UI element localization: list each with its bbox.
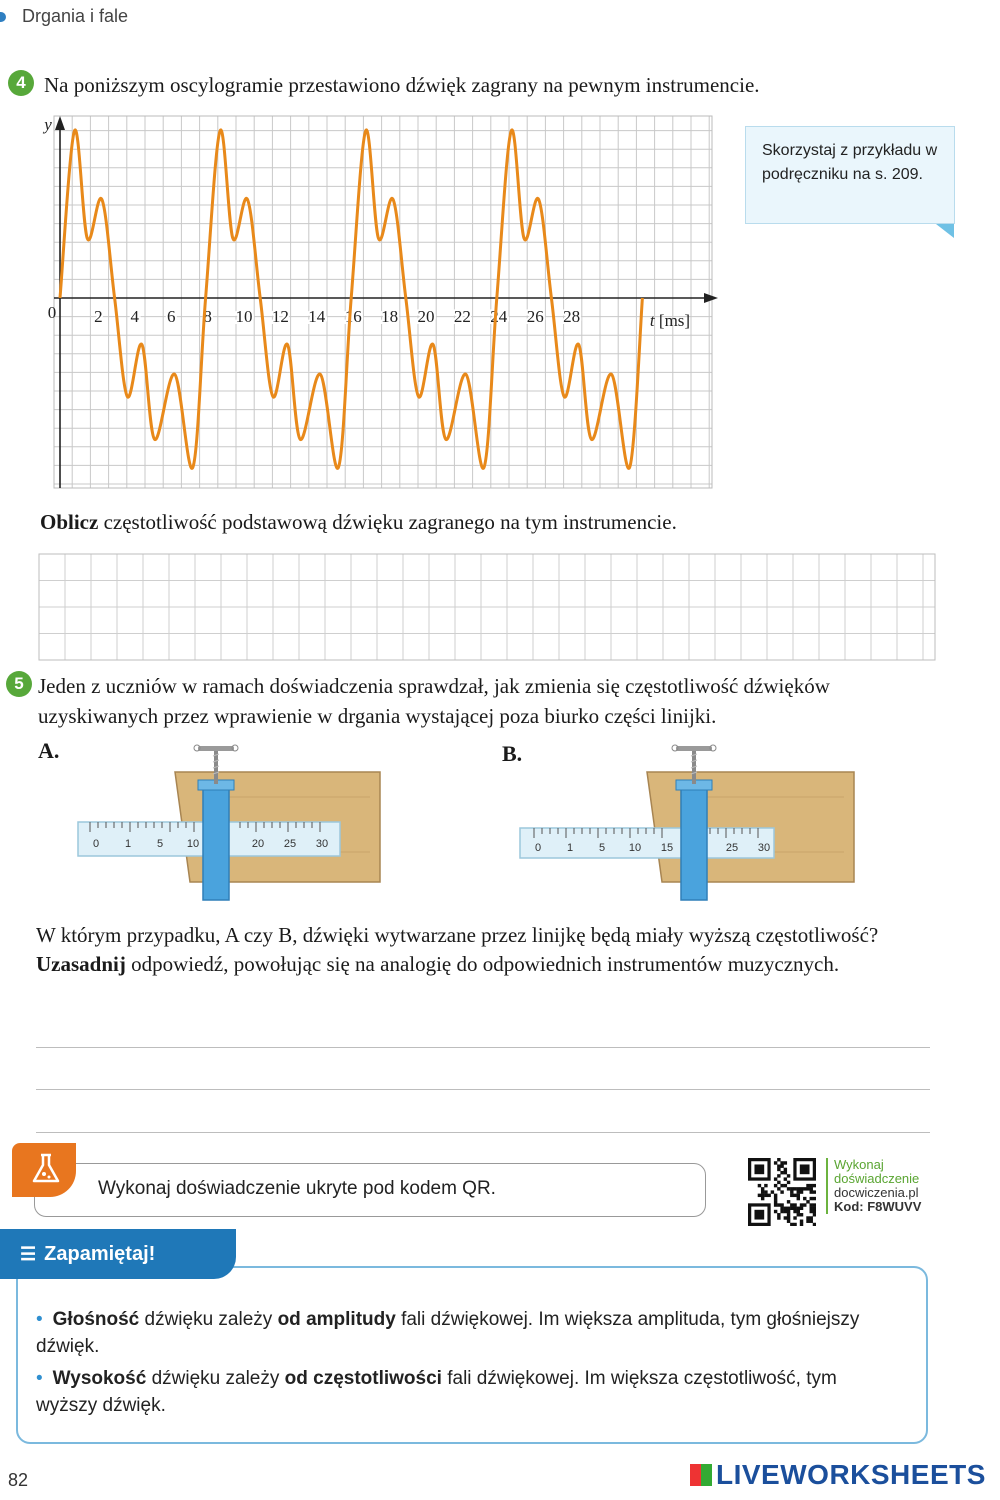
qr-module: [790, 1223, 793, 1226]
qr-module: [764, 1190, 767, 1193]
qr-module: [787, 1213, 790, 1216]
ruler-illustration-b: [512, 742, 862, 902]
qr-module: [777, 1164, 780, 1167]
y-axis-arrow: [55, 116, 65, 130]
qr-module: [793, 1216, 796, 1219]
x-tick-label: 22: [453, 307, 471, 326]
oscillogram-line: [60, 130, 642, 468]
qr-module: [761, 1194, 764, 1197]
y-axis-label: y: [44, 115, 52, 134]
qr-module: [803, 1187, 806, 1190]
qr-module: [780, 1207, 783, 1210]
bullet-dot: •: [36, 1309, 43, 1330]
qr-module: [813, 1213, 816, 1216]
qr-module: [774, 1197, 777, 1200]
qr-module: [806, 1187, 809, 1190]
bullet-dot: •: [36, 1368, 43, 1389]
x-tick-label: 4: [130, 307, 140, 326]
qr-module: [777, 1213, 780, 1216]
x-tick-label: 6: [166, 307, 176, 326]
qr-module: [793, 1207, 796, 1210]
qr-module: [800, 1187, 803, 1190]
qr-module: [784, 1207, 787, 1210]
qr-module: [806, 1220, 809, 1223]
x-tick-label: 12: [271, 307, 289, 326]
qr-module: [800, 1203, 803, 1206]
qr-code[interactable]: [748, 1158, 816, 1226]
qr-site: docwiczenia.pl: [834, 1185, 919, 1200]
qr-module: [787, 1200, 790, 1203]
task-number-badge: 4: [8, 70, 34, 96]
qr-module: [810, 1184, 813, 1187]
ruler-b-number: 30: [757, 842, 771, 854]
qr-module: [774, 1210, 777, 1213]
hint-text: Skorzystaj z przykładu w podręczniku na s. 209.: [762, 142, 938, 183]
answer-line[interactable]: [36, 1089, 930, 1090]
qr-module: [774, 1161, 777, 1164]
qr-module: [784, 1210, 787, 1213]
x-axis-label: t [ms]: [649, 311, 691, 330]
clamp-a: [203, 784, 229, 900]
answer-grid[interactable]: [38, 553, 936, 661]
hint-box: [745, 126, 955, 224]
flask-icon: [12, 1143, 76, 1197]
qr-module: [787, 1216, 790, 1219]
qr-module: [793, 1210, 796, 1213]
qr-module: [777, 1181, 780, 1184]
x-tick-label: 10: [235, 307, 253, 326]
ruler-a-number: 5: [156, 838, 164, 850]
qr-module: [784, 1171, 787, 1174]
ruler-a-number: 1: [124, 838, 132, 850]
qr-module: [758, 1184, 761, 1187]
chapter-title: Drgania i fale: [22, 6, 129, 26]
qr-module: [797, 1194, 800, 1197]
qr-module: [813, 1203, 816, 1206]
qr-module: [774, 1177, 777, 1180]
qr-module: [800, 1213, 803, 1216]
remember-bullet: • Wysokość dźwięku zależy od częstotliwości fali dźwiękowej. Im większa częstotliwość, tym wyższy dźwięk.: [36, 1368, 837, 1416]
flask-icon-svg: [26, 1149, 66, 1189]
qr-module: [780, 1164, 783, 1167]
chapter-marker: [0, 12, 6, 22]
x-tick-label: 26: [526, 307, 544, 326]
qr-module: [810, 1203, 813, 1206]
qr-module: [774, 1200, 777, 1203]
qr-module: [797, 1210, 800, 1213]
qr-module: [777, 1203, 780, 1206]
qr-module: [780, 1171, 783, 1174]
task4-prompt: Na poniższym oscylogramie przestawiono dźwięk zagrany na pewnym instrumencie.: [44, 73, 760, 97]
qr-module: [754, 1164, 764, 1174]
liveworksheets-logo[interactable]: LIVEWORKSHEETS: [690, 1459, 986, 1491]
qr-module: [813, 1184, 816, 1187]
qr-module: [780, 1190, 783, 1193]
qr-module: [764, 1184, 767, 1187]
qr-module: [790, 1203, 793, 1206]
qr-module: [790, 1194, 793, 1197]
qr-module: [784, 1161, 787, 1164]
instruction-rest: częstotliwość podstawową dźwięku zagranego na tym instrumencie.: [98, 510, 677, 534]
qr-module: [754, 1210, 764, 1220]
qr-module: [813, 1210, 816, 1213]
task-number-badge: 5: [6, 671, 32, 697]
qr-module: [784, 1184, 787, 1187]
qr-module: [793, 1194, 796, 1197]
qr-code-text: Kod: F8WUVV: [834, 1199, 922, 1214]
qr-module: [787, 1181, 790, 1184]
hint-tail: [936, 224, 954, 238]
ruler-illustration-a: [70, 742, 390, 902]
answer-line[interactable]: [36, 1132, 930, 1133]
x-axis-arrow: [704, 293, 718, 303]
qr-module: [787, 1220, 790, 1223]
qr-module: [800, 1164, 810, 1174]
qr-module: [787, 1174, 790, 1177]
qr-module: [774, 1203, 777, 1206]
ruler-a-number: 0: [92, 838, 100, 850]
qr-module: [797, 1190, 800, 1193]
qr-module: [777, 1187, 780, 1190]
qr-module: [810, 1197, 813, 1200]
qr-module: [810, 1216, 813, 1219]
qr-module: [810, 1190, 813, 1193]
x-tick-label: 24: [490, 307, 508, 326]
qr-module: [784, 1216, 787, 1219]
qr-module: [780, 1184, 783, 1187]
qr-line1: Wykonaj: [834, 1157, 884, 1172]
layers-icon: ☰: [20, 1243, 37, 1264]
qr-module: [813, 1190, 816, 1193]
qr-module: [784, 1177, 787, 1180]
qr-module: [793, 1223, 796, 1226]
page-number: 82: [8, 1470, 29, 1490]
qr-module: [780, 1210, 783, 1213]
qr-module: [800, 1207, 803, 1210]
qr-module: [777, 1168, 780, 1171]
qr-module: [790, 1207, 793, 1210]
qr-module: [780, 1203, 783, 1206]
qr-module: [771, 1190, 774, 1193]
ruler-b-number: 15: [660, 842, 674, 854]
qr-module: [797, 1213, 800, 1216]
logo-icon: [690, 1464, 712, 1486]
qr-module: [790, 1190, 793, 1193]
qr-module: [810, 1187, 813, 1190]
qr-module: [777, 1216, 780, 1219]
qr-module: [810, 1210, 813, 1213]
experiment-text: Wykonaj doświadczenie ukryte pod kodem QR.: [98, 1178, 496, 1199]
task5-question: [36, 921, 936, 979]
ruler-b-number: 10: [628, 842, 642, 854]
qr-module: [793, 1187, 796, 1190]
qr-module: [764, 1194, 767, 1197]
qr-module: [797, 1197, 800, 1200]
qr-module: [777, 1174, 780, 1177]
question-bold: Uzasadnij: [36, 952, 126, 976]
x-tick-label: 8: [203, 307, 212, 326]
question-part2: odpowiedź, powołując się na analogię do odpowiednich instrumentów muzycznych.: [125, 952, 840, 976]
qr-module: [780, 1161, 783, 1164]
remember-bullet: • Głośność dźwięku zależy od amplitudy fali dźwiękowej. Im większa amplituda, tym głośniejszy dźwięk.: [36, 1309, 860, 1357]
qr-module: [787, 1207, 790, 1210]
label-a: A.: [38, 738, 60, 763]
qr-module: [774, 1194, 777, 1197]
oscillogram-chart: [40, 112, 730, 494]
qr-module: [810, 1207, 813, 1210]
qr-module: [761, 1197, 764, 1200]
qr-module: [787, 1210, 790, 1213]
qr-module: [758, 1194, 761, 1197]
qr-module: [800, 1223, 803, 1226]
qr-module: [797, 1207, 800, 1210]
label-b: B.: [502, 741, 523, 766]
qr-module: [803, 1203, 806, 1206]
task4-instruction: [40, 507, 677, 537]
qr-module: [806, 1200, 809, 1203]
ruler-b-number: 25: [725, 842, 739, 854]
x-tick-label: 20: [417, 307, 435, 326]
remember-title: Zapamiętaj!: [44, 1242, 156, 1265]
qr-module: [813, 1223, 816, 1226]
qr-module: [803, 1197, 806, 1200]
qr-module: [810, 1220, 813, 1223]
x-tick-label: 18: [381, 307, 399, 326]
qr-caption: [826, 1158, 921, 1214]
qr-module: [767, 1194, 770, 1197]
qr-module: [806, 1216, 809, 1219]
qr-line2: doświadczenie: [834, 1171, 920, 1186]
ruler-a-number: 25: [283, 838, 297, 850]
x-tick-label: 14: [308, 307, 326, 326]
ruler-a-number: 20: [251, 838, 265, 850]
ruler-a-number: 30: [315, 838, 329, 850]
qr-module: [813, 1207, 816, 1210]
qr-module: [793, 1203, 796, 1206]
ruler-a-number: 10: [186, 838, 200, 850]
ruler-b-number: 0: [534, 842, 542, 854]
qr-module: [800, 1220, 803, 1223]
ruler-b-number: 5: [598, 842, 606, 854]
qr-module: [787, 1187, 790, 1190]
qr-module: [777, 1158, 780, 1161]
x-tick-label: 28: [563, 307, 581, 326]
question-part1: W którym przypadku, A czy B, dźwięki wytwarzane przez linijkę będą miały wyższą częstotliwość?: [36, 923, 879, 947]
answer-line[interactable]: [36, 1047, 930, 1048]
instruction-bold: Oblicz: [40, 510, 99, 534]
qr-module: [761, 1187, 764, 1190]
remember-tab: [0, 1229, 236, 1279]
qr-module: [806, 1184, 809, 1187]
task5-prompt: Jeden z uczniów w ramach doświadczenia sprawdzał, jak zmienia się częstotliwość dźwięków uzyskiwanych przez wprawienie w drgania wystającej poza biurko części linijki.: [38, 674, 830, 728]
ruler-b-number: 1: [566, 842, 574, 854]
qr-module: [813, 1197, 816, 1200]
qr-module: [784, 1168, 787, 1171]
qr-module: [800, 1190, 803, 1193]
x-tick-label: 16: [344, 307, 362, 326]
x-tick-label: 2: [94, 307, 103, 326]
origin-label: 0: [47, 303, 57, 322]
qr-module: [774, 1184, 777, 1187]
qr-module: [797, 1187, 800, 1190]
clamp-b: [681, 784, 707, 900]
qr-module: [790, 1187, 793, 1190]
qr-module: [761, 1190, 764, 1193]
